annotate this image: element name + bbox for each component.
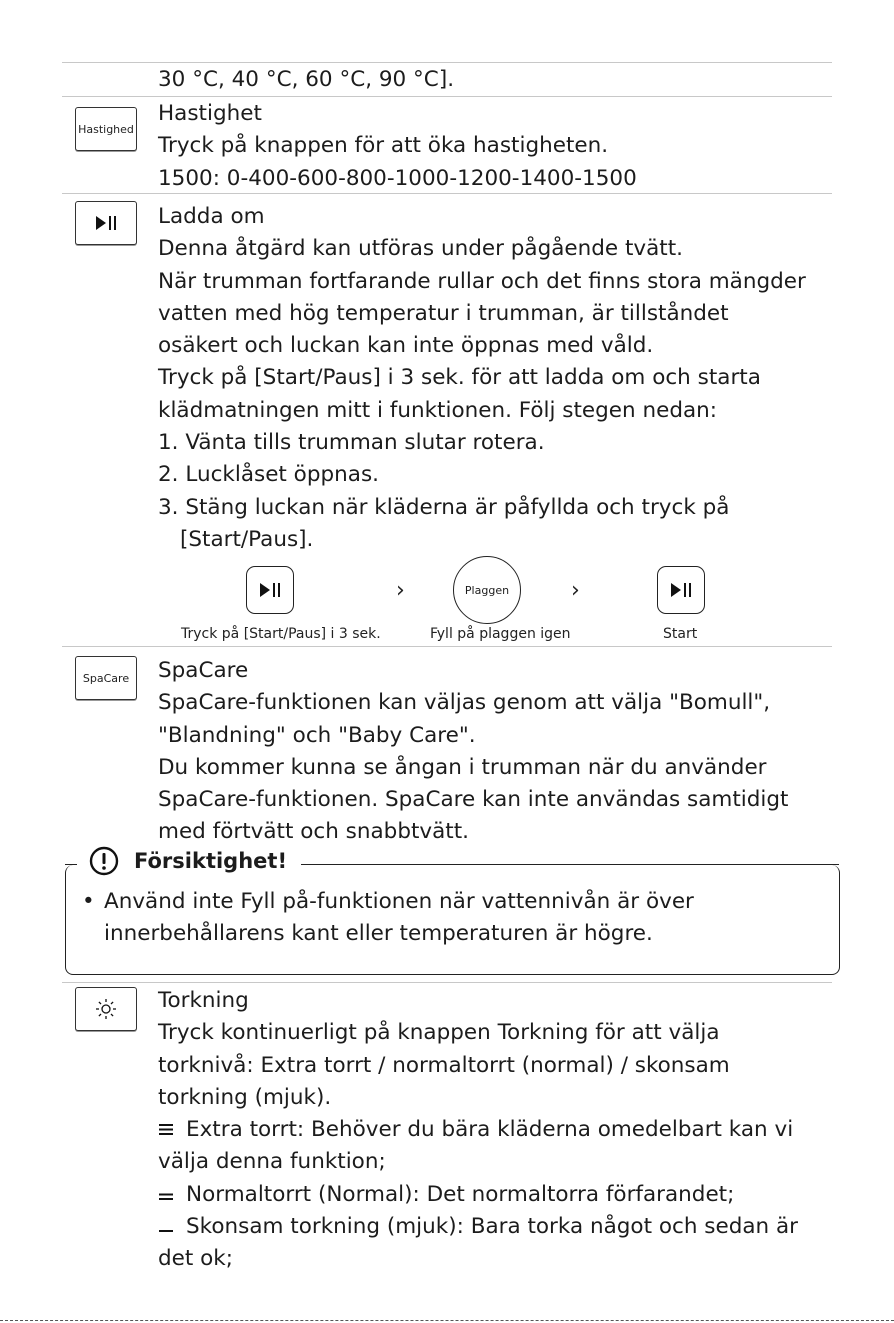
section-text: Tryck kontinuerligt på knappen Torkning för att välja: [158, 1020, 720, 1046]
diagram-caption: Start: [663, 626, 698, 642]
section-text: klädmatningen mitt i funktionen. Följ stegen nedan:: [158, 397, 718, 423]
divider: [62, 982, 832, 983]
section-text: torkning (mjuk).: [158, 1084, 332, 1110]
section-text: "Blandning" och "Baby Care".: [158, 722, 476, 748]
one-bar-icon: [158, 1219, 176, 1233]
section-title: Ladda om: [158, 204, 265, 229]
speed-button-icon: [75, 107, 137, 151]
circle-label: Plaggen: [464, 583, 510, 597]
drying-level-normal: Normaltorrt (Normal): Det normaltorra förfarandet;: [158, 1179, 798, 1211]
step: 2. Lucklåset öppnas.: [158, 462, 379, 488]
section-text: SpaCare-funktionen kan väljas genom att välja "Bomull",: [158, 690, 771, 716]
temperature-list-end: 30 °C, 40 °C, 60 °C, 90 °C].: [158, 67, 455, 92]
two-bars-icon: [158, 1187, 176, 1201]
garments-circle: [453, 556, 521, 624]
section-text: osäkert och luckan kan inte öppnas med våld.: [158, 333, 654, 359]
section-text: Tryck på knappen för att öka hastigheten.: [158, 133, 609, 159]
divider: [62, 62, 832, 63]
play-pause-icon: [75, 201, 137, 245]
page-bottom-border: [0, 1320, 894, 1321]
section-title: SpaCare: [158, 658, 249, 683]
section-text: Denna åtgärd kan utföras under pågående tvätt.: [158, 236, 683, 262]
spacare-icon-label: SpaCare: [82, 671, 130, 685]
play-pause-icon: [670, 582, 692, 598]
divider: [62, 96, 832, 97]
exclamation-circle-icon: [88, 845, 120, 877]
step: [Start/Paus].: [180, 526, 314, 552]
section-title: Torkning: [158, 988, 249, 1013]
caution-title: Försiktighet!: [134, 849, 288, 873]
speed-icon-label: Hastighed: [78, 122, 134, 136]
section-text: SpaCare-funktionen. SpaCare kan inte användas samtidigt: [158, 787, 789, 813]
section-text: 1500: 0-400-600-800-1000-1200-1400-1500: [158, 165, 637, 191]
caution-line: innerbehållarens kant eller temperaturen är högre.: [104, 921, 653, 947]
caution-text: [82, 886, 694, 951]
drying-section: [158, 985, 798, 1276]
section-text: vatten med hög temperatur i trumman, är tillståndet: [158, 300, 729, 326]
reload-section: [158, 201, 806, 556]
caution-border: [65, 864, 77, 865]
chevron-right-icon: ›: [396, 578, 405, 603]
play-pause-icon: [259, 582, 281, 598]
section-text: välja denna funktion;: [158, 1149, 386, 1175]
step: 1. Vänta tills trumman slutar rotera.: [158, 430, 545, 456]
section-text: det ok;: [158, 1246, 233, 1272]
section-text: Du kommer kunna se ångan i trumman när du använder: [158, 754, 767, 780]
three-bars-icon: [158, 1122, 176, 1136]
chevron-right-icon: ›: [571, 578, 580, 603]
section-text: Tryck på [Start/Paus] i 3 sek. för att ladda om och starta: [158, 365, 761, 391]
start-pause-button-illustration: [246, 566, 294, 614]
speed-section: [158, 98, 637, 195]
section-text: med förtvätt och snabbtvätt.: [158, 819, 469, 845]
caution-line: Använd inte Fyll på-funktionen när vattennivån är över: [104, 889, 694, 914]
diagram-caption: Fyll på plaggen igen: [430, 626, 571, 642]
step: 3. Stäng luckan när kläderna är påfyllda och tryck på: [158, 494, 730, 520]
bullet: •: [82, 889, 95, 914]
spacare-button-icon: [75, 656, 137, 700]
drying-button-icon: [75, 987, 137, 1031]
section-text: torknivå: Extra torrt / normaltorrt (normal) / skonsam: [158, 1052, 730, 1078]
section-title: Hastighet: [158, 101, 262, 126]
divider: [62, 193, 832, 194]
start-button-illustration: [657, 566, 705, 614]
caution-heading: [82, 845, 301, 877]
diagram-caption: Tryck på [Start/Paus] i 3 sek.: [181, 626, 381, 642]
caution-border: [296, 864, 839, 865]
divider: [62, 646, 832, 647]
spacare-section: [158, 655, 788, 849]
drying-level-extra: Extra torrt: Behöver du bära kläderna omedelbart kan vi: [158, 1114, 798, 1146]
sun-icon: [95, 998, 117, 1020]
drying-level-gentle: Skonsam torkning (mjuk): Bara torka något och sedan är: [158, 1211, 798, 1243]
section-text: När trumman fortfarande rullar och det finns stora mängder: [158, 268, 806, 294]
